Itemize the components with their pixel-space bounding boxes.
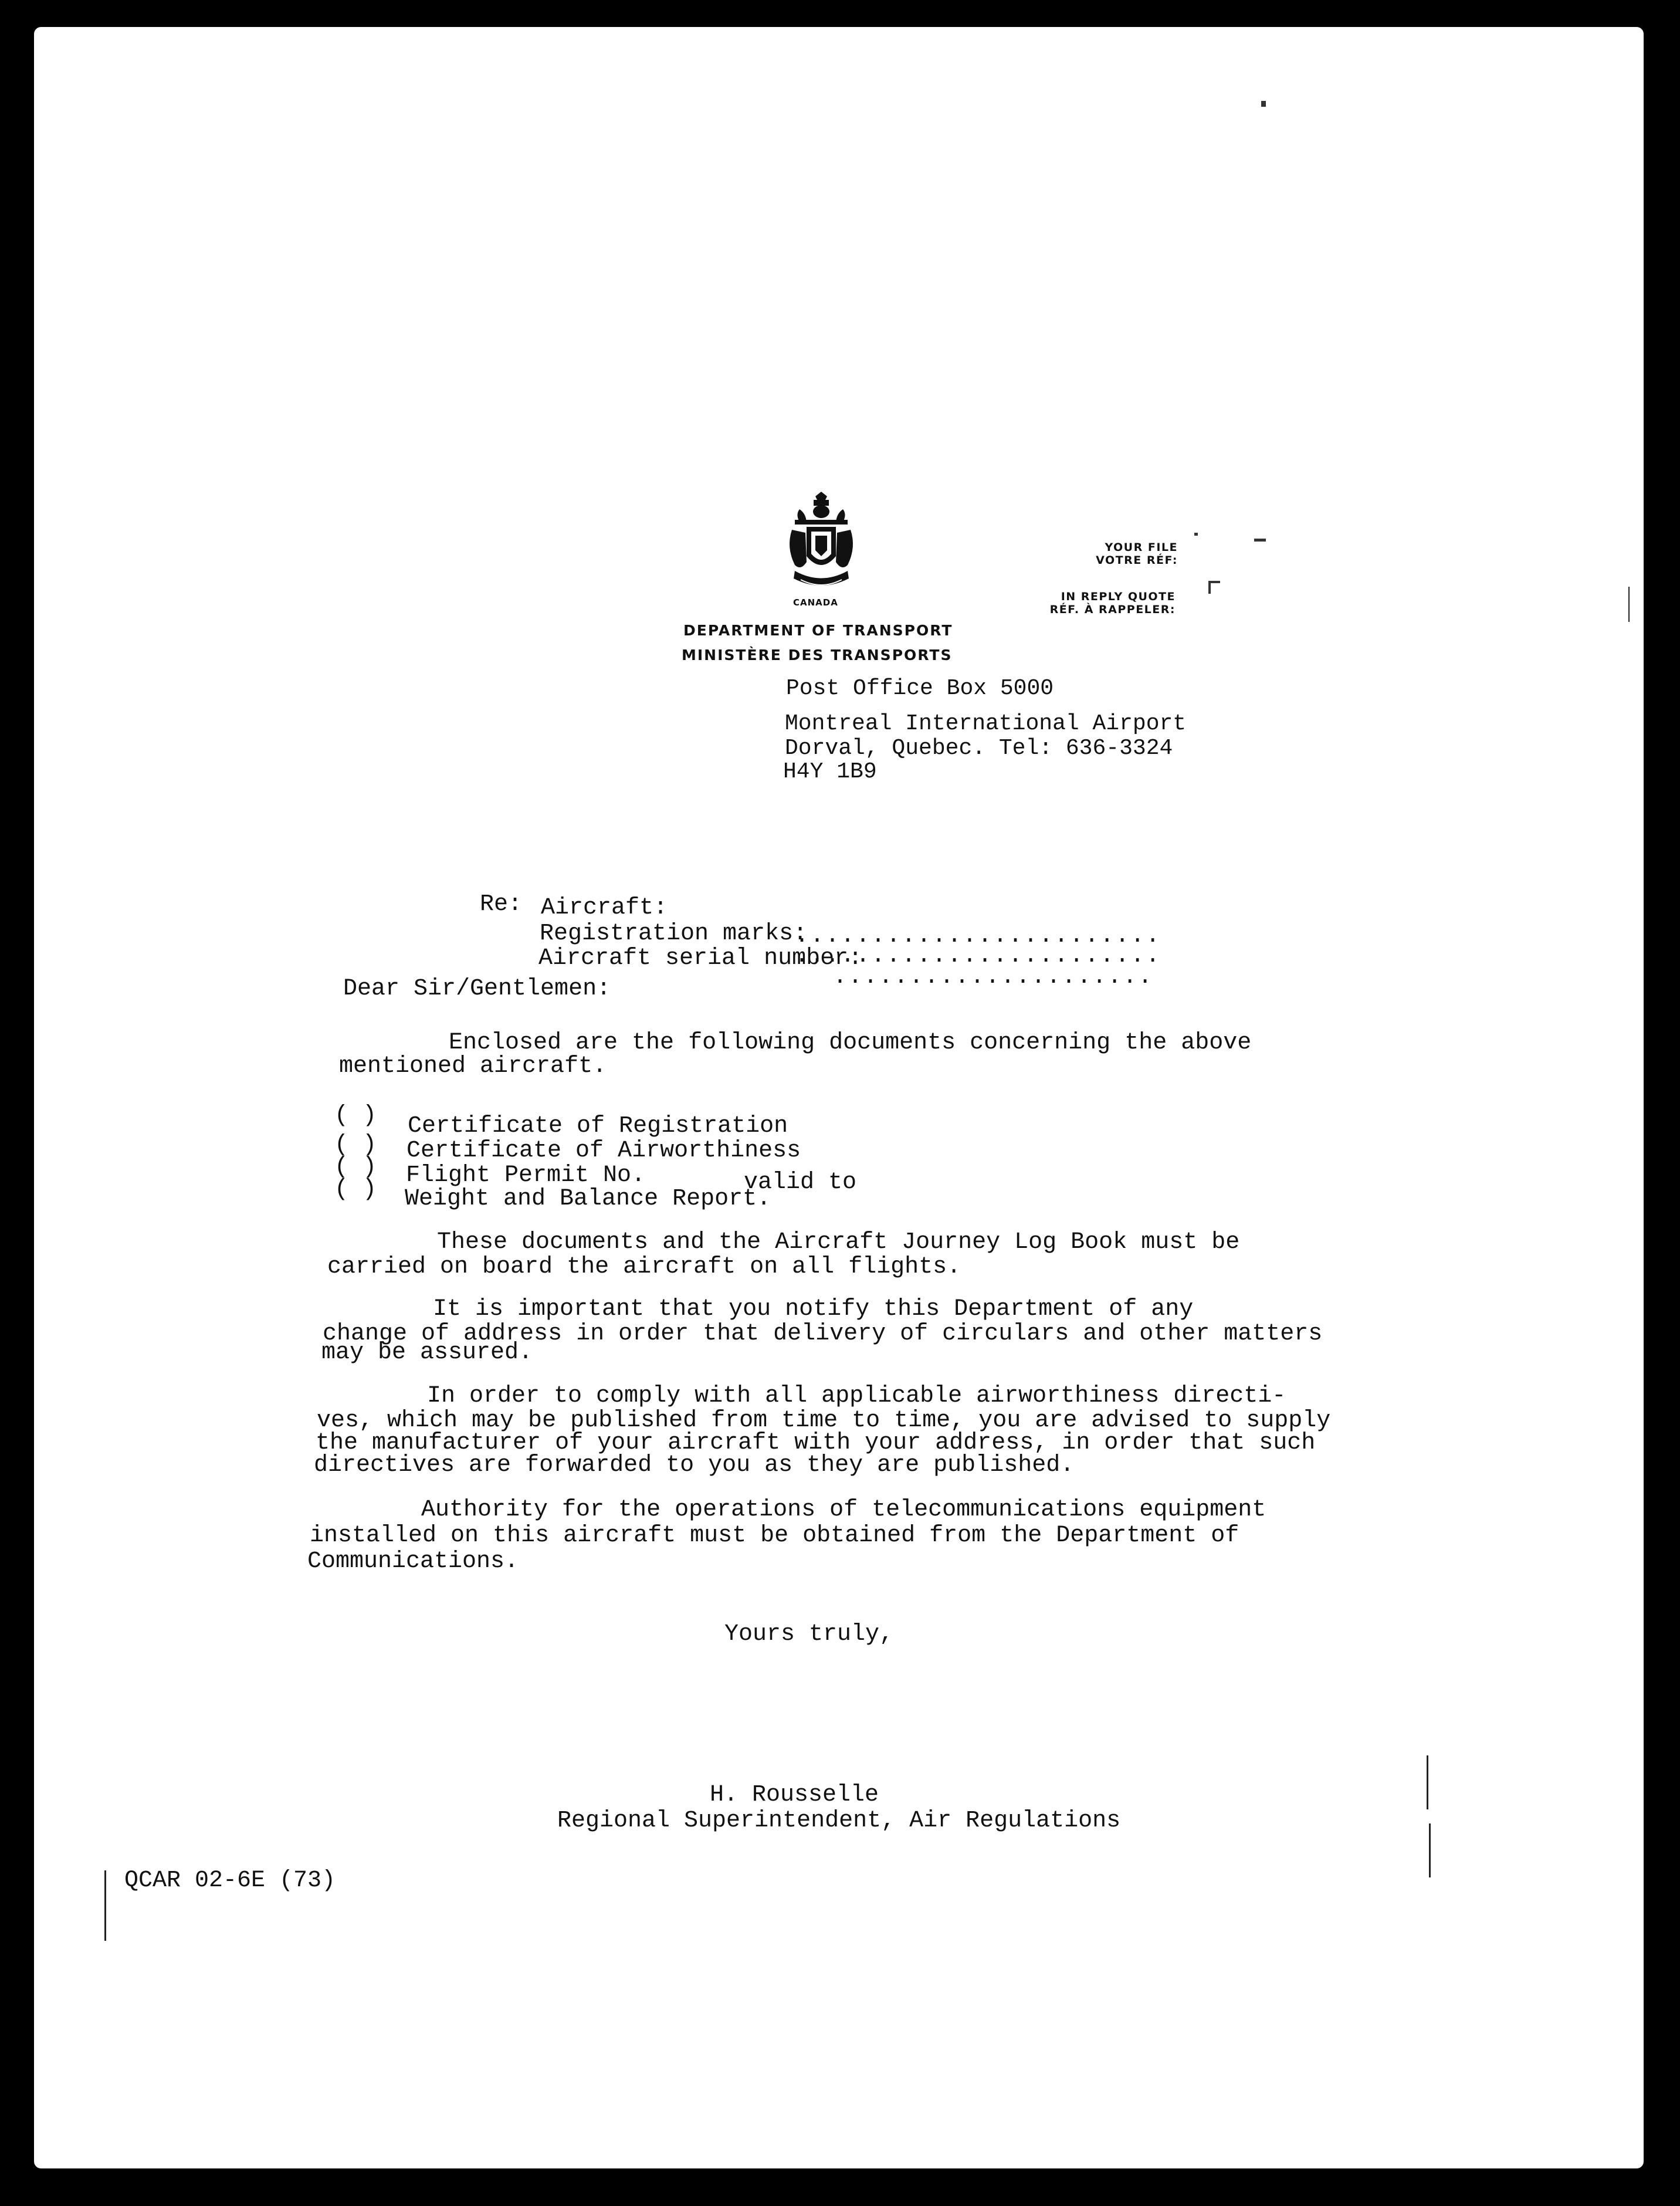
country-label: CANADA (793, 597, 838, 608)
scan-speck (1261, 101, 1266, 107)
paragraph-4-line-2: installed on this aircraft must be obtained from the Department of (310, 1522, 1239, 1549)
paragraph-3-line-3: the manufacturer of your aircraft with your address, in order that such (316, 1430, 1316, 1456)
paragraph-1-line-2: carried on board the aircraft on all flights. (327, 1254, 961, 1280)
serial-label: Aircraft serial number: (538, 945, 863, 972)
reply-quote-label: IN REPLY QUOTE (1061, 590, 1176, 603)
scan-line (1427, 1755, 1428, 1809)
paragraph-1-line-1: These documents and the Aircraft Journey Log Book must be (437, 1229, 1240, 1256)
paragraph-4-line-3: Communications. (307, 1548, 519, 1575)
scan-speck (1208, 581, 1211, 594)
valid-to-label: valid to (744, 1169, 857, 1196)
signatory-name: H. Rousselle (710, 1782, 879, 1808)
registration-dots: ........................ (795, 923, 1161, 949)
scan-speck (1194, 533, 1198, 536)
paragraph-3-line-2: ves, which may be published from time to time, you are advised to supply (317, 1407, 1331, 1434)
checkbox-bracket: ( ) (334, 1176, 377, 1203)
checkbox-bracket: ( ) (334, 1102, 377, 1129)
address-line-1: Post Office Box 5000 (786, 676, 1054, 701)
re-label: Re: (480, 891, 523, 918)
ref-rappeler-label: RÉF. À RAPPELER: (1049, 603, 1176, 616)
paragraph-3-line-1: In order to comply with all applicable airworthiness directi- (427, 1383, 1286, 1409)
paragraph-4-line-1: Authority for the operations of telecommunications equipment (421, 1497, 1266, 1523)
document-item: Flight Permit No. (406, 1162, 646, 1189)
your-file-label: YOUR FILE (1105, 541, 1178, 554)
intro-line-2: mentioned aircraft. (339, 1053, 607, 1080)
intro-line-1: Enclosed are the following documents concerning the above (449, 1030, 1252, 1056)
closing: Yours truly, (724, 1621, 894, 1647)
paragraph-2-line-3: may be assured. (321, 1339, 533, 1366)
paragraph-2-line-2: change of address in order that delivery of circulars and other matters (323, 1321, 1323, 1347)
registration-dots-2: ........................ (795, 943, 1161, 969)
document-item: Certificate of Registration (408, 1113, 788, 1139)
scan-line (1429, 1823, 1431, 1877)
document-item: Weight and Balance Report. (405, 1186, 771, 1212)
address-line-2: Montreal International Airport (785, 711, 1187, 736)
aircraft-label: Aircraft: (541, 895, 668, 921)
form-code: QCAR 02-6E (73) (124, 1867, 336, 1894)
canada-coat-of-arms-icon (783, 492, 859, 597)
scan-line (104, 1870, 106, 1941)
serial-dots: ..................... (833, 964, 1154, 990)
address-line-4: H4Y 1B9 (783, 759, 877, 784)
document-item: Certificate of Airworthiness (407, 1138, 801, 1164)
checkbox-bracket: ( ) (334, 1132, 377, 1158)
letter-page (34, 27, 1644, 2168)
paragraph-2-line-1: It is important that you notify this Department of any (433, 1296, 1194, 1322)
registration-label: Registration marks: (540, 921, 808, 947)
signatory-title: Regional Superintendent, Air Regulations (557, 1808, 1121, 1834)
scan-speck (1254, 539, 1266, 542)
votre-ref-label: VOTRE RÉF: (1096, 554, 1178, 567)
scan-line (1628, 587, 1630, 622)
department-name-fr: MINISTÈRE DES TRANSPORTS (682, 647, 953, 664)
department-name-en: DEPARTMENT OF TRANSPORT (683, 622, 953, 639)
paragraph-3-line-4: directives are forwarded to you as they are published. (314, 1452, 1075, 1478)
checkbox-bracket: ( ) (334, 1154, 377, 1180)
salutation: Dear Sir/Gentlemen: (343, 976, 611, 1002)
address-line-3: Dorval, Quebec. Tel: 636-3324 (785, 736, 1173, 761)
